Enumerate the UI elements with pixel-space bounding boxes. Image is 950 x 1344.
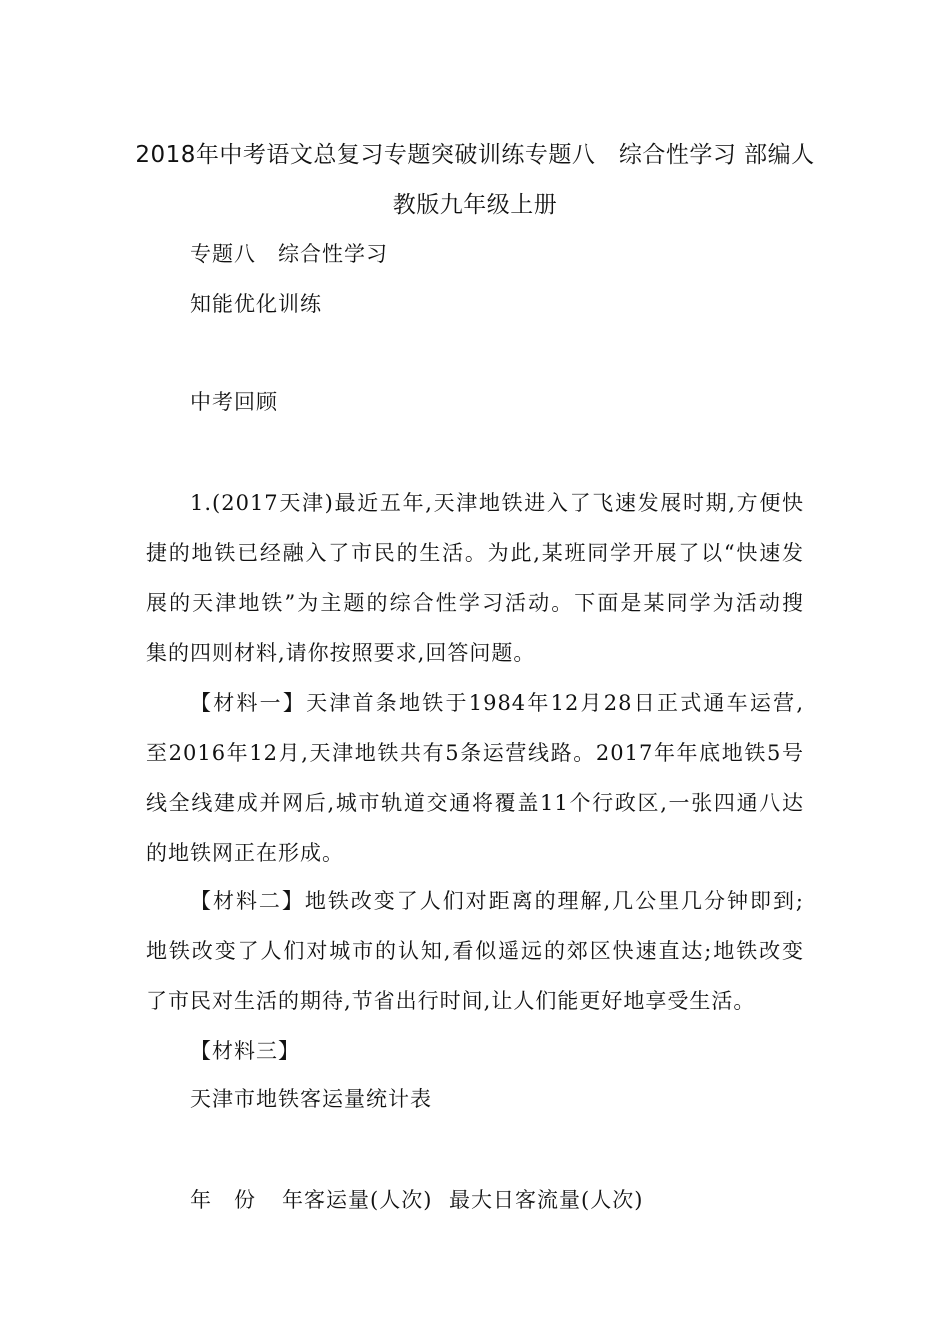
material-3-label: 【材料三】: [190, 1039, 300, 1063]
material-1-line: 【材料一】天津首条地铁于1984年12月28日正式通车运营,: [190, 691, 804, 715]
subheading: 知能优化训练: [190, 292, 322, 316]
material-1-line: 至2016年12月,天津地铁共有5条运营线路。2017年年底地铁5号: [146, 741, 804, 765]
question-1-line: 1.(2017天津)最近五年,天津地铁进入了飞速发展时期,方便快: [190, 491, 804, 515]
question-1-line: 集的四则材料,请你按照要求,回答问题。: [146, 641, 536, 665]
table-header-max-daily-flow: 最大日客流量(人次): [449, 1188, 644, 1212]
section-heading: 专题八 综合性学习: [190, 242, 388, 266]
table-title: 天津市地铁客运量统计表: [190, 1087, 432, 1111]
material-2-line: 了市民对生活的期待,节省出行时间,让人们能更好地享受生活。: [146, 989, 756, 1013]
document-title-line-2: 教版九年级上册: [392, 192, 558, 218]
document-title-line-1: 2018年中考语文总复习专题突破训练专题八 综合性学习 部编人: [135, 142, 815, 168]
table-header-annual-ridership: 年客运量(人次): [282, 1188, 433, 1212]
table-header-row: [190, 1184, 643, 1214]
material-1-line: 线全线建成并网后,城市轨道交通将覆盖11个行政区,一张四通八达: [146, 791, 804, 815]
question-1-line: 展的天津地铁”为主题的综合性学习活动。下面是某同学为活动搜: [146, 591, 804, 615]
material-2-line: 地铁改变了人们对城市的认知,看似遥远的郊区快速直达;地铁改变: [146, 939, 804, 963]
material-1-line: 的地铁网正在形成。: [146, 841, 344, 865]
table-header-year: 年 份: [190, 1188, 256, 1212]
material-2-line: 【材料二】地铁改变了人们对距离的理解,几公里几分钟即到;: [190, 889, 804, 913]
question-1-line: 捷的地铁已经融入了市民的生活。为此,某班同学开展了以“快速发: [146, 541, 804, 565]
review-heading: 中考回顾: [190, 390, 278, 414]
